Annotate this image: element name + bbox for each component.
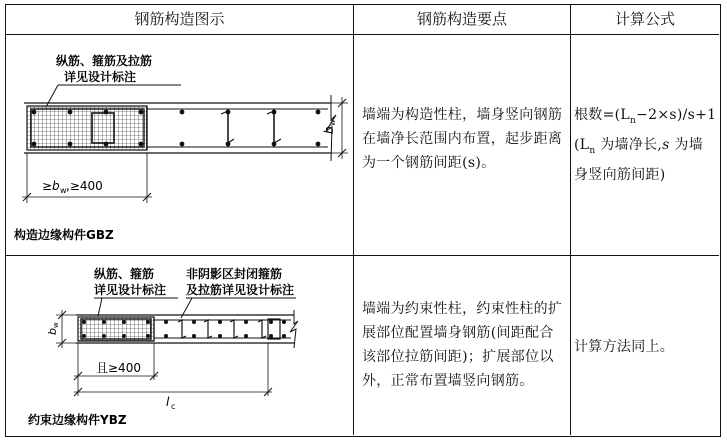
ybz-dim-b-sub: c — [171, 402, 176, 411]
gbz-caption: 构造边缘构件GBZ — [14, 228, 114, 242]
rebar-table — [5, 4, 721, 437]
figure-ybz — [6, 256, 353, 436]
ybz-note1-line2: 详见设计标注 — [94, 283, 167, 297]
ybz-note1-line1: 纵筋、箍筋 — [94, 267, 155, 281]
formula-line-3: 身竖向筋间距) — [574, 166, 666, 183]
formula-line-2: ($L_n$ 为墙净长,s 为墙 — [574, 136, 704, 156]
gbz-points: 墙端为构造性柱，墙身竖向钢筋在墙净长范围内布置，起步距离为一个钢筋间距(s)。 — [362, 107, 563, 171]
ybz-points: 墙端为约束性柱，约束性柱的扩展部位配置墙身钢筋(间距配合该部位拉筋间距)；扩展部位以外，正常布置墙竖向钢筋。 — [362, 301, 563, 389]
header-points: 钢筋构造要点 — [416, 10, 507, 28]
col-divider-1 — [353, 5, 354, 435]
col-divider-2 — [570, 5, 571, 435]
figure-gbz — [6, 35, 353, 255]
gbz-drawing — [6, 35, 353, 255]
header-figure: 钢筋构造图示 — [134, 10, 225, 28]
ybz-note2-line1: 非阴影区封闭箍筋 — [186, 267, 283, 281]
gbz-dim-height-sub: w — [328, 119, 337, 126]
ybz-dim-a: 且≥400 — [96, 361, 141, 375]
header-formula: 计算公式 — [614, 10, 675, 28]
gbz-dim-width: ≥b — [42, 179, 60, 193]
ybz-dim-left: b — [46, 328, 59, 335]
gbz-dim-height: b — [322, 126, 336, 134]
ybz-caption: 约束边缘构件YBZ — [28, 413, 127, 427]
gbz-note-line2: 详见设计标注 — [64, 70, 137, 84]
ybz-dim-b: l — [166, 395, 170, 409]
ybz-formula: 计算方法同上。 — [574, 339, 675, 355]
formula-line-1: 根数$=(L_n-2\times s)/s+1$ — [574, 107, 717, 126]
ybz-dim-left-sub: w — [52, 322, 60, 328]
gbz-dim-width-tail: ,≥400 — [66, 179, 103, 193]
gbz-dim-width-sub: w — [60, 186, 67, 195]
ybz-note2-line2: 及拉筋详见设计标注 — [186, 283, 295, 297]
gbz-note-line1: 纵筋、箍筋及拉筋 — [56, 54, 153, 68]
ybz-drawing — [6, 256, 353, 436]
gbz-formula — [574, 103, 720, 187]
